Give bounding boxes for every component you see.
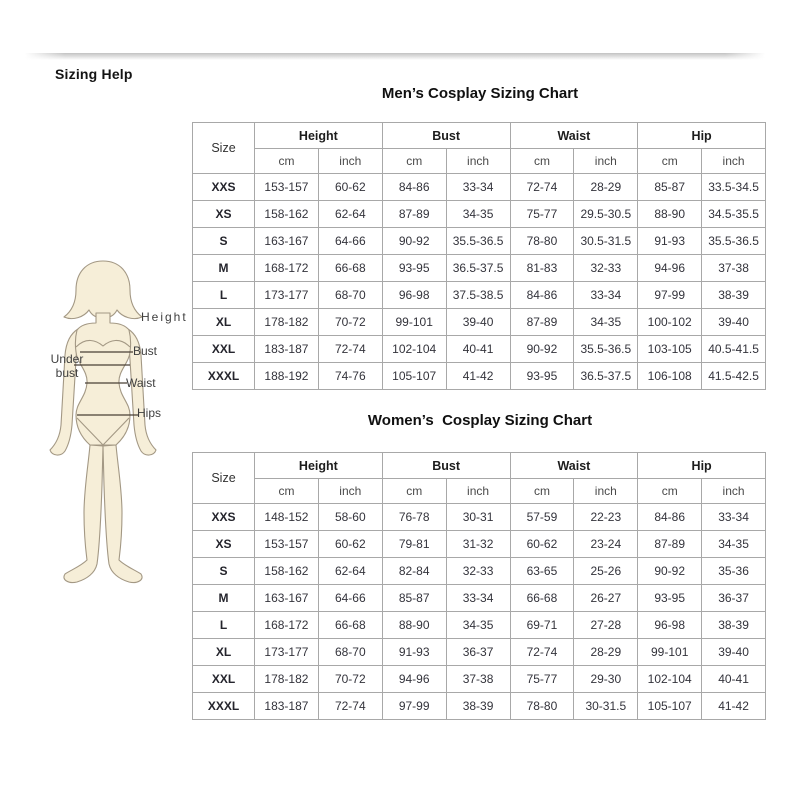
unit-header-cm: cm: [255, 149, 319, 174]
bust-column-header: Bust: [382, 453, 510, 479]
table-row: [193, 693, 766, 720]
hair-shape: [64, 261, 142, 319]
measurement-cell: 90-92: [638, 558, 702, 585]
measurement-cell: 88-90: [382, 612, 446, 639]
measurement-cell: 72-74: [510, 174, 574, 201]
measurement-cell: 88-90: [638, 201, 702, 228]
waist-column-header: Waist: [510, 123, 638, 149]
measurement-cell: 178-182: [255, 666, 319, 693]
table-row: [193, 612, 766, 639]
measurement-cell: 38-39: [702, 612, 766, 639]
measurement-cell: 84-86: [510, 282, 574, 309]
table-row: [193, 585, 766, 612]
womens-chart-title: Women’s Cosplay Sizing Chart: [367, 412, 593, 429]
hip-column-header: Hip: [638, 123, 766, 149]
measurement-cell: 41-42: [702, 693, 766, 720]
measurement-cell: 102-104: [638, 666, 702, 693]
measurement-cell: 168-172: [255, 612, 319, 639]
size-cell: M: [193, 585, 255, 612]
unit-header-inch: inch: [574, 479, 638, 504]
table-group-header-row: [193, 123, 766, 149]
measurement-cell: 79-81: [382, 531, 446, 558]
measurement-cell: 97-99: [382, 693, 446, 720]
measurement-cell: 36.5-37.5: [574, 363, 638, 390]
table-row: [193, 336, 766, 363]
measurement-cell: 30-31: [446, 504, 510, 531]
mens-sizing-section: [192, 84, 768, 390]
measurement-cell: 34-35: [702, 531, 766, 558]
measurement-cell: 29-30: [574, 666, 638, 693]
measurement-cell: 27-28: [574, 612, 638, 639]
measurement-cell: 36.5-37.5: [446, 255, 510, 282]
figure-label-bust: Bust: [133, 344, 158, 358]
measurement-cell: 37.5-38.5: [446, 282, 510, 309]
top-shadow-divider: [25, 53, 765, 60]
measurement-cell: 76-78: [382, 504, 446, 531]
measurement-cell: 31-32: [446, 531, 510, 558]
body-silhouette-svg: [20, 255, 190, 587]
measurement-cell: 148-152: [255, 504, 319, 531]
measurement-cell: 66-68: [510, 585, 574, 612]
measurement-cell: 94-96: [638, 255, 702, 282]
measurement-cell: 69-71: [510, 612, 574, 639]
table-row: [193, 255, 766, 282]
size-cell: XL: [193, 639, 255, 666]
figure-label-waist: Waist: [126, 376, 156, 390]
table-row: [193, 558, 766, 585]
measurement-cell: 35.5-36.5: [574, 336, 638, 363]
measurement-cell: 26-27: [574, 585, 638, 612]
measurement-cell: 34-35: [446, 201, 510, 228]
height-column-header: Height: [255, 453, 383, 479]
unit-header-inch: inch: [446, 479, 510, 504]
measurement-cell: 163-167: [255, 585, 319, 612]
measurement-cell: 87-89: [382, 201, 446, 228]
measurement-cell: 34-35: [574, 309, 638, 336]
size-cell: M: [193, 255, 255, 282]
size-cell: XS: [193, 531, 255, 558]
figure-label-hips: Hips: [137, 406, 162, 420]
measurement-cell: 99-101: [382, 309, 446, 336]
table-unit-header-row: [193, 149, 766, 174]
womens-sizing-section: [192, 411, 768, 720]
measurement-cell: 62-64: [318, 558, 382, 585]
measurement-cell: 66-68: [318, 255, 382, 282]
figure-label-height: Height: [141, 310, 188, 324]
mens-sizing-table: [192, 122, 766, 390]
measurement-cell: 87-89: [510, 309, 574, 336]
measurement-cell: 40-41: [702, 666, 766, 693]
measurement-cell: 74-76: [318, 363, 382, 390]
measurement-cell: 158-162: [255, 201, 319, 228]
measurement-cell: 60-62: [318, 531, 382, 558]
measurement-cell: 22-23: [574, 504, 638, 531]
right-leg-shape: [103, 445, 142, 583]
measurement-cell: 94-96: [382, 666, 446, 693]
measurement-cell: 84-86: [382, 174, 446, 201]
measurement-cell: 41.5-42.5: [702, 363, 766, 390]
unit-header-inch: inch: [702, 149, 766, 174]
mens-chart-title: Men’s Cosplay Sizing Chart: [381, 85, 579, 102]
measurement-cell: 28-29: [574, 174, 638, 201]
measurement-cell: 102-104: [382, 336, 446, 363]
measurement-cell: 33.5-34.5: [702, 174, 766, 201]
measurement-cell: 34.5-35.5: [702, 201, 766, 228]
measurement-cell: 82-84: [382, 558, 446, 585]
measurement-cell: 93-95: [382, 255, 446, 282]
measurement-cell: 36-37: [446, 639, 510, 666]
measurement-cell: 96-98: [638, 612, 702, 639]
size-column-header: Size: [193, 453, 255, 504]
unit-header-cm: cm: [510, 149, 574, 174]
size-cell: S: [193, 558, 255, 585]
measurement-cell: 91-93: [382, 639, 446, 666]
table-row: [193, 228, 766, 255]
size-column-header: Size: [193, 123, 255, 174]
table-row: [193, 309, 766, 336]
measurement-cell: 39-40: [446, 309, 510, 336]
measurement-cell: 87-89: [638, 531, 702, 558]
measurement-cell: 29.5-30.5: [574, 201, 638, 228]
measurement-cell: 38-39: [702, 282, 766, 309]
measurement-cell: 60-62: [318, 174, 382, 201]
unit-header-cm: cm: [382, 479, 446, 504]
measurement-cell: 30-31.5: [574, 693, 638, 720]
measurement-cell: 68-70: [318, 639, 382, 666]
measurement-cell: 64-66: [318, 585, 382, 612]
unit-header-inch: inch: [574, 149, 638, 174]
measurement-cell: 72-74: [318, 693, 382, 720]
measurement-cell: 70-72: [318, 666, 382, 693]
unit-header-cm: cm: [510, 479, 574, 504]
size-cell: XXXL: [193, 363, 255, 390]
unit-header-inch: inch: [702, 479, 766, 504]
measurement-cell: 25-26: [574, 558, 638, 585]
unit-header-cm: cm: [638, 149, 702, 174]
measurement-cell: 96-98: [382, 282, 446, 309]
measurement-cell: 58-60: [318, 504, 382, 531]
unit-header-inch: inch: [446, 149, 510, 174]
measurement-cell: 93-95: [510, 363, 574, 390]
size-cell: L: [193, 612, 255, 639]
size-cell: XXS: [193, 174, 255, 201]
table-row: [193, 504, 766, 531]
measurement-cell: 64-66: [318, 228, 382, 255]
table-row: [193, 639, 766, 666]
size-cell: L: [193, 282, 255, 309]
left-arm-shape: [50, 329, 78, 455]
measurement-cell: 84-86: [638, 504, 702, 531]
unit-header-cm: cm: [638, 479, 702, 504]
size-cell: XXL: [193, 666, 255, 693]
measurement-cell: 103-105: [638, 336, 702, 363]
size-cell: XL: [193, 309, 255, 336]
measurement-cell: 41-42: [446, 363, 510, 390]
figure-label-under-bust: Under bust: [50, 352, 84, 380]
measurement-cell: 158-162: [255, 558, 319, 585]
measurement-cell: 34-35: [446, 612, 510, 639]
bust-column-header: Bust: [382, 123, 510, 149]
table-row: [193, 201, 766, 228]
measurement-cell: 37-38: [446, 666, 510, 693]
unit-header-cm: cm: [382, 149, 446, 174]
measurement-cell: 35-36: [702, 558, 766, 585]
womens-sizing-table: [192, 452, 766, 720]
measurement-cell: 105-107: [638, 693, 702, 720]
unit-header-cm: cm: [255, 479, 319, 504]
measurement-cell: 178-182: [255, 309, 319, 336]
measurement-cell: 72-74: [510, 639, 574, 666]
size-cell: XXXL: [193, 693, 255, 720]
height-column-header: Height: [255, 123, 383, 149]
measurement-cell: 39-40: [702, 309, 766, 336]
unit-header-inch: inch: [318, 149, 382, 174]
measurement-cell: 30.5-31.5: [574, 228, 638, 255]
hip-column-header: Hip: [638, 453, 766, 479]
measurement-cell: 33-34: [446, 174, 510, 201]
measurement-cell: 153-157: [255, 531, 319, 558]
measurement-cell: 85-87: [382, 585, 446, 612]
table-row: [193, 666, 766, 693]
measurement-cell: 39-40: [702, 639, 766, 666]
table-group-header-row: [193, 453, 766, 479]
size-cell: XS: [193, 201, 255, 228]
waist-column-header: Waist: [510, 453, 638, 479]
measurement-cell: 60-62: [510, 531, 574, 558]
measurement-cell: 33-34: [446, 585, 510, 612]
measurement-cell: 35.5-36.5: [446, 228, 510, 255]
left-leg-shape: [64, 445, 103, 583]
measurement-cell: 38-39: [446, 693, 510, 720]
size-cell: S: [193, 228, 255, 255]
measurement-cell: 173-177: [255, 282, 319, 309]
measurement-cell: 90-92: [510, 336, 574, 363]
measurement-cell: 163-167: [255, 228, 319, 255]
measurement-cell: 90-92: [382, 228, 446, 255]
measurement-cell: 188-192: [255, 363, 319, 390]
measurement-cell: 63-65: [510, 558, 574, 585]
measurement-cell: 183-187: [255, 336, 319, 363]
table-row: [193, 363, 766, 390]
measurement-cell: 72-74: [318, 336, 382, 363]
measurement-cell: 35.5-36.5: [702, 228, 766, 255]
measurement-cell: 37-38: [702, 255, 766, 282]
measurement-cell: 81-83: [510, 255, 574, 282]
measurement-cell: 32-33: [446, 558, 510, 585]
measurement-cell: 70-72: [318, 309, 382, 336]
measurement-cell: 32-33: [574, 255, 638, 282]
page-title: Sizing Help: [55, 66, 133, 82]
measurement-cell: 57-59: [510, 504, 574, 531]
size-cell: XXL: [193, 336, 255, 363]
measurement-cell: 23-24: [574, 531, 638, 558]
measurement-cell: 91-93: [638, 228, 702, 255]
measurement-cell: 106-108: [638, 363, 702, 390]
measurement-cell: 68-70: [318, 282, 382, 309]
measurement-cell: 78-80: [510, 228, 574, 255]
measurement-cell: 40.5-41.5: [702, 336, 766, 363]
body-measurement-figure: [20, 255, 205, 590]
measurement-cell: 100-102: [638, 309, 702, 336]
measurement-cell: 75-77: [510, 666, 574, 693]
measurement-cell: 40-41: [446, 336, 510, 363]
unit-header-inch: inch: [318, 479, 382, 504]
table-row: [193, 174, 766, 201]
table-unit-header-row: [193, 479, 766, 504]
measurement-cell: 183-187: [255, 693, 319, 720]
size-cell: XXS: [193, 504, 255, 531]
measurement-cell: 105-107: [382, 363, 446, 390]
measurement-cell: 75-77: [510, 201, 574, 228]
measurement-cell: 173-177: [255, 639, 319, 666]
measurement-cell: 93-95: [638, 585, 702, 612]
measurement-cell: 153-157: [255, 174, 319, 201]
table-row: [193, 531, 766, 558]
measurement-cell: 97-99: [638, 282, 702, 309]
measurement-cell: 99-101: [638, 639, 702, 666]
measurement-cell: 62-64: [318, 201, 382, 228]
measurement-cell: 168-172: [255, 255, 319, 282]
measurement-cell: 33-34: [574, 282, 638, 309]
measurement-cell: 36-37: [702, 585, 766, 612]
measurement-cell: 85-87: [638, 174, 702, 201]
measurement-cell: 33-34: [702, 504, 766, 531]
measurement-cell: 28-29: [574, 639, 638, 666]
measurement-cell: 78-80: [510, 693, 574, 720]
measurement-cell: 66-68: [318, 612, 382, 639]
table-row: [193, 282, 766, 309]
